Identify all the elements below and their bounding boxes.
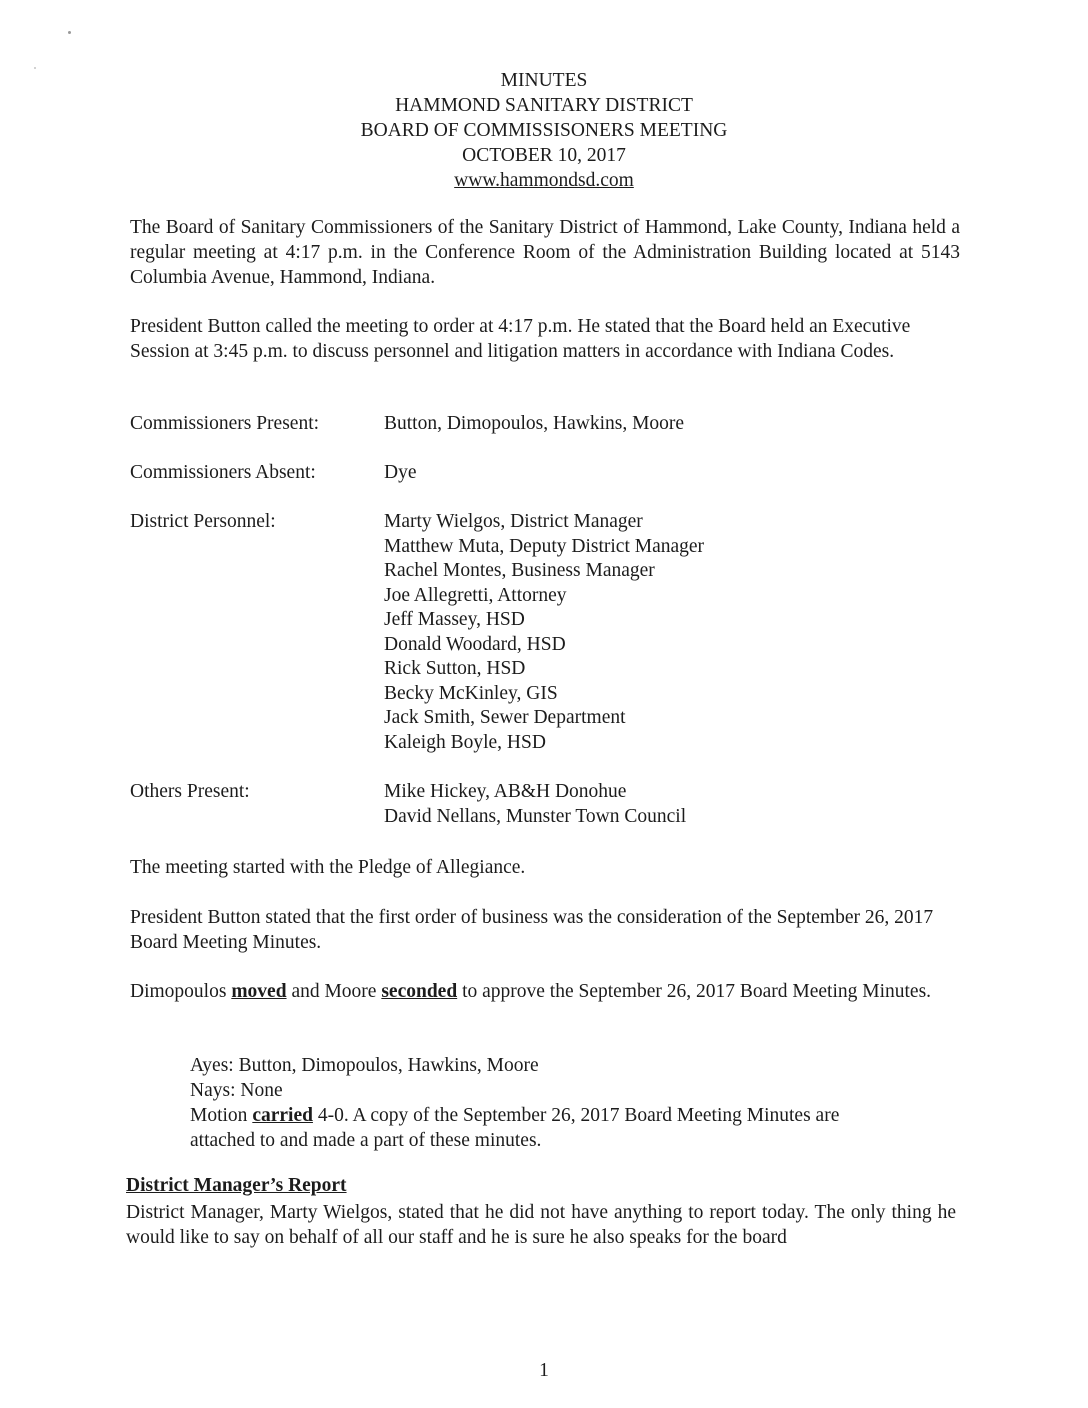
motion-text: to approve the September 26, 2017 Board Meeting Minutes.	[457, 981, 932, 1002]
seconded-keyword: seconded	[381, 981, 458, 1002]
intro-paragraph: The Board of Sanitary Commissioners of the Sanitary District of Hammond, Lake County, Indiana held a regular meeting at 4:17 p.m. in the Conference Room of the Administration Building located at 5143 Columbia Avenue, Hammond, Indiana.	[130, 217, 960, 288]
commissioners-absent-value: Dye	[384, 462, 417, 483]
header-title: MINUTES	[500, 70, 588, 91]
district-manager-report-heading: District Manager’s Report	[126, 1175, 347, 1196]
personnel-item: Marty Wielgos, District Manager	[384, 511, 643, 532]
moved-keyword: moved	[231, 981, 287, 1002]
header-organization: HAMMOND SANITARY DISTRICT	[395, 95, 693, 116]
document-header	[0, 68, 1088, 193]
personnel-item: Becky McKinley, GIS	[384, 682, 558, 704]
commissioners-present-value: Button, Dimopoulos, Hawkins, Moore	[384, 413, 685, 434]
header-meeting-type: BOARD OF COMMISSISONERS MEETING	[360, 120, 728, 141]
district-personnel-label: District Personnel:	[130, 511, 276, 532]
motion-result-text: Motion	[190, 1105, 253, 1126]
motion-text: and Moore	[286, 981, 382, 1002]
vote-block	[190, 1053, 950, 1153]
others-present-list	[384, 780, 686, 829]
personnel-item: Joe Allegretti, Attorney	[384, 584, 567, 606]
district-personnel-list	[384, 510, 704, 755]
vote-nays: Nays: None	[190, 1080, 283, 1101]
personnel-item: Jack Smith, Sewer Department	[384, 707, 626, 728]
motion-text: Dimopoulos	[130, 981, 232, 1002]
others-item: David Nellans, Munster Town Council	[384, 805, 687, 827]
others-present-label: Others Present:	[130, 781, 250, 802]
vote-ayes: Ayes: Button, Dimopoulos, Hawkins, Moore	[190, 1055, 539, 1076]
header-date: OCTOBER 10, 2017	[462, 145, 626, 166]
motion-result-continued: attached to and made a part of these minutes.	[190, 1130, 542, 1151]
motion-result	[190, 1103, 950, 1128]
personnel-item: Donald Woodard, HSD	[384, 633, 566, 655]
commissioners-present-label: Commissioners Present:	[130, 413, 320, 434]
page-number: 1	[539, 1360, 549, 1381]
carried-keyword: carried	[252, 1105, 313, 1126]
call-to-order-paragraph: President Button called the meeting to order at 4:17 p.m. He stated that the Board held an Executive Session at 3:45 p.m. to discuss personnel and litigation matters in accordance with Indiana Codes.	[130, 316, 911, 362]
first-order-paragraph: President Button stated that the first order of business was the consideration of the September 26, 2017 Board Meeting Minutes.	[130, 907, 934, 953]
scan-speck	[68, 31, 71, 34]
motion-result-text: 4-0. A copy of the September 26, 2017 Board Meeting Minutes are	[312, 1105, 840, 1126]
personnel-item: Matthew Muta, Deputy District Manager	[384, 535, 705, 557]
motion-paragraph	[130, 979, 960, 1004]
commissioners-absent-label: Commissioners Absent:	[130, 462, 316, 483]
personnel-item: Rachel Montes, Business Manager	[384, 560, 655, 581]
personnel-item: Rick Sutton, HSD	[384, 658, 526, 679]
personnel-item: Jeff Massey, HSD	[384, 609, 525, 630]
personnel-item: Kaleigh Boyle, HSD	[384, 731, 546, 753]
pledge-paragraph: The meeting started with the Pledge of Allegiance.	[130, 857, 526, 878]
others-item: Mike Hickey, AB&H Donohue	[384, 781, 627, 802]
district-manager-report-text: District Manager, Marty Wielgos, stated that he did not have anything to report today. The only thing he would like to say on behalf of all our staff and he is sure he also speaks for the board	[126, 1202, 956, 1248]
header-website-link[interactable]: www.hammondsd.com	[454, 170, 634, 191]
